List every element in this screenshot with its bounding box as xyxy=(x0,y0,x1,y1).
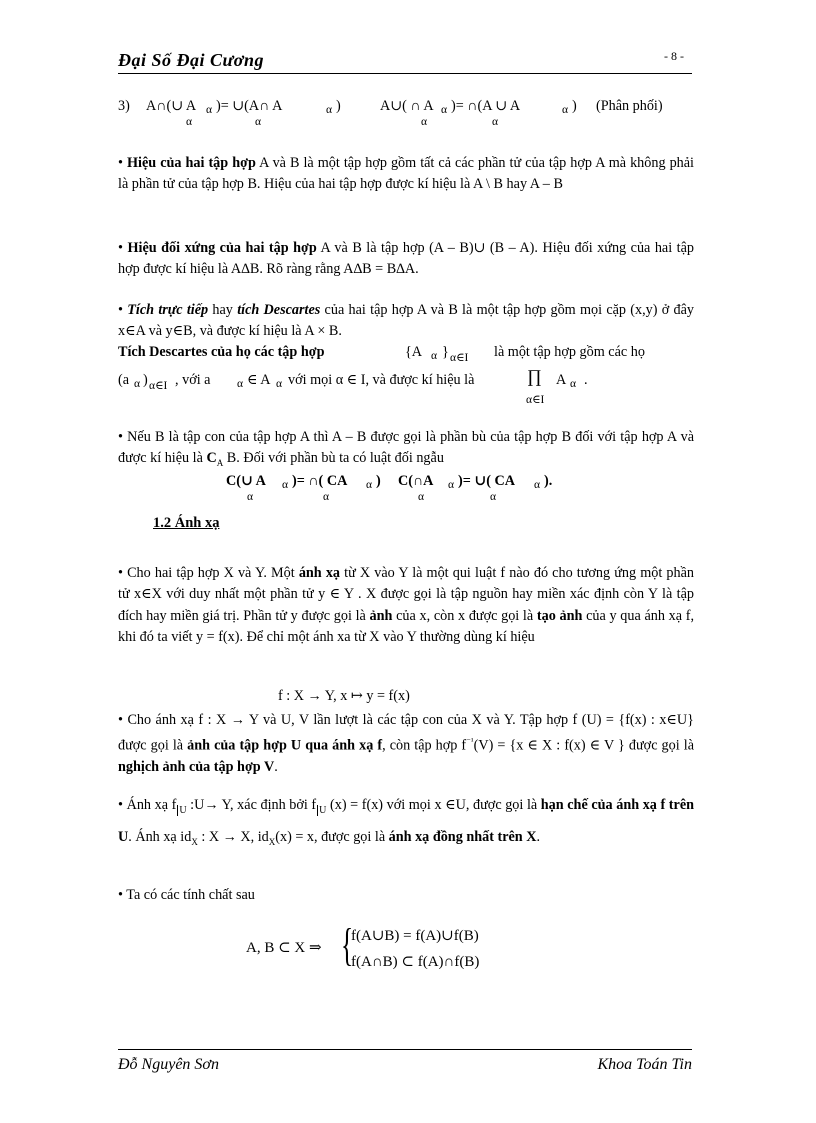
term-han-che: hạn chế của ánh xạ f trên U xyxy=(118,797,695,845)
text-hanche-3: (x) = f(x) với mọi x ∈U, được gọi là xyxy=(330,797,541,813)
complement-c: C xyxy=(206,450,217,467)
header-rule xyxy=(118,73,692,74)
family-close: } xyxy=(442,344,449,360)
alpha-sub: α xyxy=(562,104,569,116)
formula-3-right-c: ) xyxy=(572,98,577,114)
text-in-a: ∈ A xyxy=(247,372,271,388)
formula-3-left-a: A∩(∪ A xyxy=(146,98,197,114)
formula-3-right-a: A∪( ∩ A xyxy=(380,98,434,114)
term-anh-xa: ánh xạ xyxy=(298,565,341,581)
formula-3-label: 3) xyxy=(118,98,130,114)
text-anhxa-2: từ X vào Y là một qui luật f nào đó cho tương ứng một phần tử x∈X với duy nhất một phần tử y ∈ Y . X được gọi là tập nguồn hay miền xác định còn Y là tập đích hay miền giá trị. Phần tử y được gọi là xyxy=(118,565,695,624)
alpha-sub: α xyxy=(276,378,283,390)
text-hanche-6: (x) = x, được gọi là xyxy=(275,829,389,845)
para-han-che xyxy=(118,792,694,856)
formula-3-note: (Phân phối) xyxy=(596,98,663,114)
text-bu: Nếu B là tập con của tập hợp A thì A – B được gọi là phần bù của tập hợp B đối với tập hợp A và được kí hiệu là xyxy=(118,429,694,467)
term-anh-tap-hop: ảnh của tập hợp U qua ánh xạ f xyxy=(187,738,383,755)
bullet: • xyxy=(118,240,123,256)
alpha-index: α xyxy=(490,491,497,503)
term-hieu-doi-xung: Hiệu đối xứng của hai tập hợp xyxy=(127,240,317,256)
product-end: . xyxy=(584,372,588,388)
complement-sub: A xyxy=(216,458,224,469)
tuple-open: (a xyxy=(118,372,130,388)
text-ki-hieu: với mọi α ∈ I, và được kí hiệu là xyxy=(288,372,475,388)
alpha-sub: α xyxy=(431,350,438,362)
formula-3-left-c: ) xyxy=(336,98,341,114)
para-bu xyxy=(118,427,694,474)
alpha-index: α xyxy=(492,116,499,128)
brace-symbol: { xyxy=(341,919,354,970)
para-tinh-chat xyxy=(118,885,694,906)
id-sub: X xyxy=(191,836,198,847)
term-dong-nhat: ánh xạ đồng nhất trên X xyxy=(388,829,537,845)
section-heading: 1.2 Ánh xạ xyxy=(153,515,220,531)
formula-3-left-b: )= ∪(A∩ A xyxy=(216,98,283,114)
alpha-index: α xyxy=(421,116,428,128)
law-1c: ) xyxy=(376,473,381,489)
footer-rule xyxy=(118,1049,692,1050)
property-eq-2: f(A∩B) ⊂ f(A)∩f(B) xyxy=(351,954,480,970)
alpha-index: α xyxy=(418,491,425,503)
alpha-sub: α xyxy=(237,378,244,390)
term-tao-anh: tạo ảnh xyxy=(536,607,583,624)
text-tich: của hai tập hợp A và B là một tập hợp gồm mọi cặp (x,y) ở đây x∈A và y∈B, và được kí hiệu là A × B. xyxy=(118,302,695,340)
text-hanche-7: . xyxy=(536,829,541,845)
text-hanche-5: : X → X, id xyxy=(197,829,269,845)
law-2b: )= ∪( CA xyxy=(458,473,516,489)
bullet: • xyxy=(118,797,123,813)
term-nghich-anh: nghịch ảnh của tập hợp V xyxy=(118,759,275,776)
law-1a: C(∪ A xyxy=(226,473,266,489)
text-anhxa-3: của x, còn x được gọi là xyxy=(392,607,537,624)
text-anhxa-4: của y qua ánh xạ f, khi đó ta viết y = f(x). Để chỉ một ánh xa từ X vào Y thường dùng kí hiệu xyxy=(118,607,694,645)
product-symbol: ∏ xyxy=(527,366,542,386)
alpha-index: α xyxy=(255,116,262,128)
bullet: • xyxy=(118,155,123,171)
property-lhs: A, B ⊂ X ⇒ xyxy=(246,940,322,956)
text-anh-4: . xyxy=(274,759,278,776)
bullet: • xyxy=(118,302,123,318)
footer-author: Đỗ Nguyên Sơn xyxy=(118,1056,219,1073)
law-2c: ). xyxy=(544,473,553,489)
alpha-sub: α xyxy=(206,104,213,116)
alpha-sub: α xyxy=(134,378,141,390)
property-eq-1: f(A∪B) = f(A)∪f(B) xyxy=(351,928,479,944)
text-tinh-chat: Ta có các tính chất sau xyxy=(126,887,255,903)
term-tich-ho: Tích Descartes của họ các tập hợp xyxy=(118,344,325,360)
restrict-sub: U xyxy=(319,805,327,816)
term-hieu: Hiệu của hai tập hợp xyxy=(127,155,256,171)
family-open: {A xyxy=(405,344,423,360)
alpha-sub: α xyxy=(366,479,373,491)
term-anh: ảnh xyxy=(369,607,393,624)
text-hanche-4: . Ánh xạ id xyxy=(128,829,192,845)
restrict-sub: U xyxy=(179,805,187,816)
para-anh-nghich-anh xyxy=(118,710,694,779)
alpha-sub: α xyxy=(441,104,448,116)
page-number: - 8 - xyxy=(664,49,684,63)
alpha-sub: α xyxy=(326,104,333,116)
alpha-index: α xyxy=(323,491,330,503)
term-tich-truc-tiep: Tích trực tiếp xyxy=(127,302,209,318)
alpha-index: α xyxy=(186,116,193,128)
map-formula: f : X → Y, x ↦ y = f(x) xyxy=(278,688,410,704)
law-1b: )= ∩( CA xyxy=(292,473,348,489)
text-anh-2: , còn tập hợp f xyxy=(382,738,467,755)
product-a: A xyxy=(556,372,567,388)
text-tich-ho: là một tập hợp gồm các họ xyxy=(494,344,645,360)
id-sub: X xyxy=(268,836,276,847)
footer-dept: Khoa Toán Tin xyxy=(597,1056,692,1073)
bullet: • xyxy=(118,712,123,728)
formula-3-right-b: )= ∩(A ∪ A xyxy=(451,98,521,114)
alpha-sub: α xyxy=(570,378,577,390)
text-hieu: A và B là một tập hợp gồm tất cả các phần tử của tập hợp A mà không phải là phần tử của tập hợp B. Hiệu của hai tập hợp được kí hiệu là A \ B hay A – B xyxy=(118,155,694,193)
text-bu-2: B. Đối với phần bù ta có luật đối ngẫu xyxy=(226,450,444,467)
bullet: • xyxy=(118,429,123,445)
alpha-index: α xyxy=(247,491,254,503)
term-tich-descartes: tích Descartes xyxy=(237,302,321,318)
text-hieu-doi-xung: A và B là tập hợp (A – B)∪ (B – A). Hiệu đối xứng của hai tập hợp được kí hiệu là A∆B. Rõ ràng rằng A∆B = B∆A. xyxy=(118,240,695,278)
tuple-index: α∈I xyxy=(149,380,168,392)
bullet: • xyxy=(118,565,123,581)
product-index: α∈I xyxy=(526,394,545,406)
header-title: Đại Số Đại Cương xyxy=(118,50,264,70)
text-anh-1: Cho ánh xạ f : X → Y và U, V lần lượt là các tập con của X và Y. Tập hợp f (U) = {f(x) : x∈U} được gọi là xyxy=(118,712,694,755)
alpha-sub: α xyxy=(448,479,455,491)
bullet: • xyxy=(118,887,123,903)
text-voi-a: , với a xyxy=(175,372,211,388)
alpha-sub: α xyxy=(282,479,289,491)
para-hieu xyxy=(118,153,694,196)
alpha-sub: α xyxy=(534,479,541,491)
text-hanche-2: :U→ Y, xác định bởi f xyxy=(190,797,317,813)
inverse-sup: ⁻¹ xyxy=(466,736,474,747)
para-hieu-doi-xung xyxy=(118,238,694,281)
text-anh-3: (V) = {x ∈ X : f(x) ∈ V } được gọi là xyxy=(473,738,694,755)
para-anh-xa xyxy=(118,563,694,648)
para-tich xyxy=(118,300,694,343)
tuple-close: ) xyxy=(143,372,148,388)
text-anhxa-1: Cho hai tập hợp X và Y. Một xyxy=(127,565,299,581)
family-index: α∈I xyxy=(450,352,469,364)
text-hay: hay xyxy=(208,302,238,318)
text-hanche-1: Ánh xạ f xyxy=(126,797,177,813)
law-2a: C(∩A xyxy=(398,473,434,489)
